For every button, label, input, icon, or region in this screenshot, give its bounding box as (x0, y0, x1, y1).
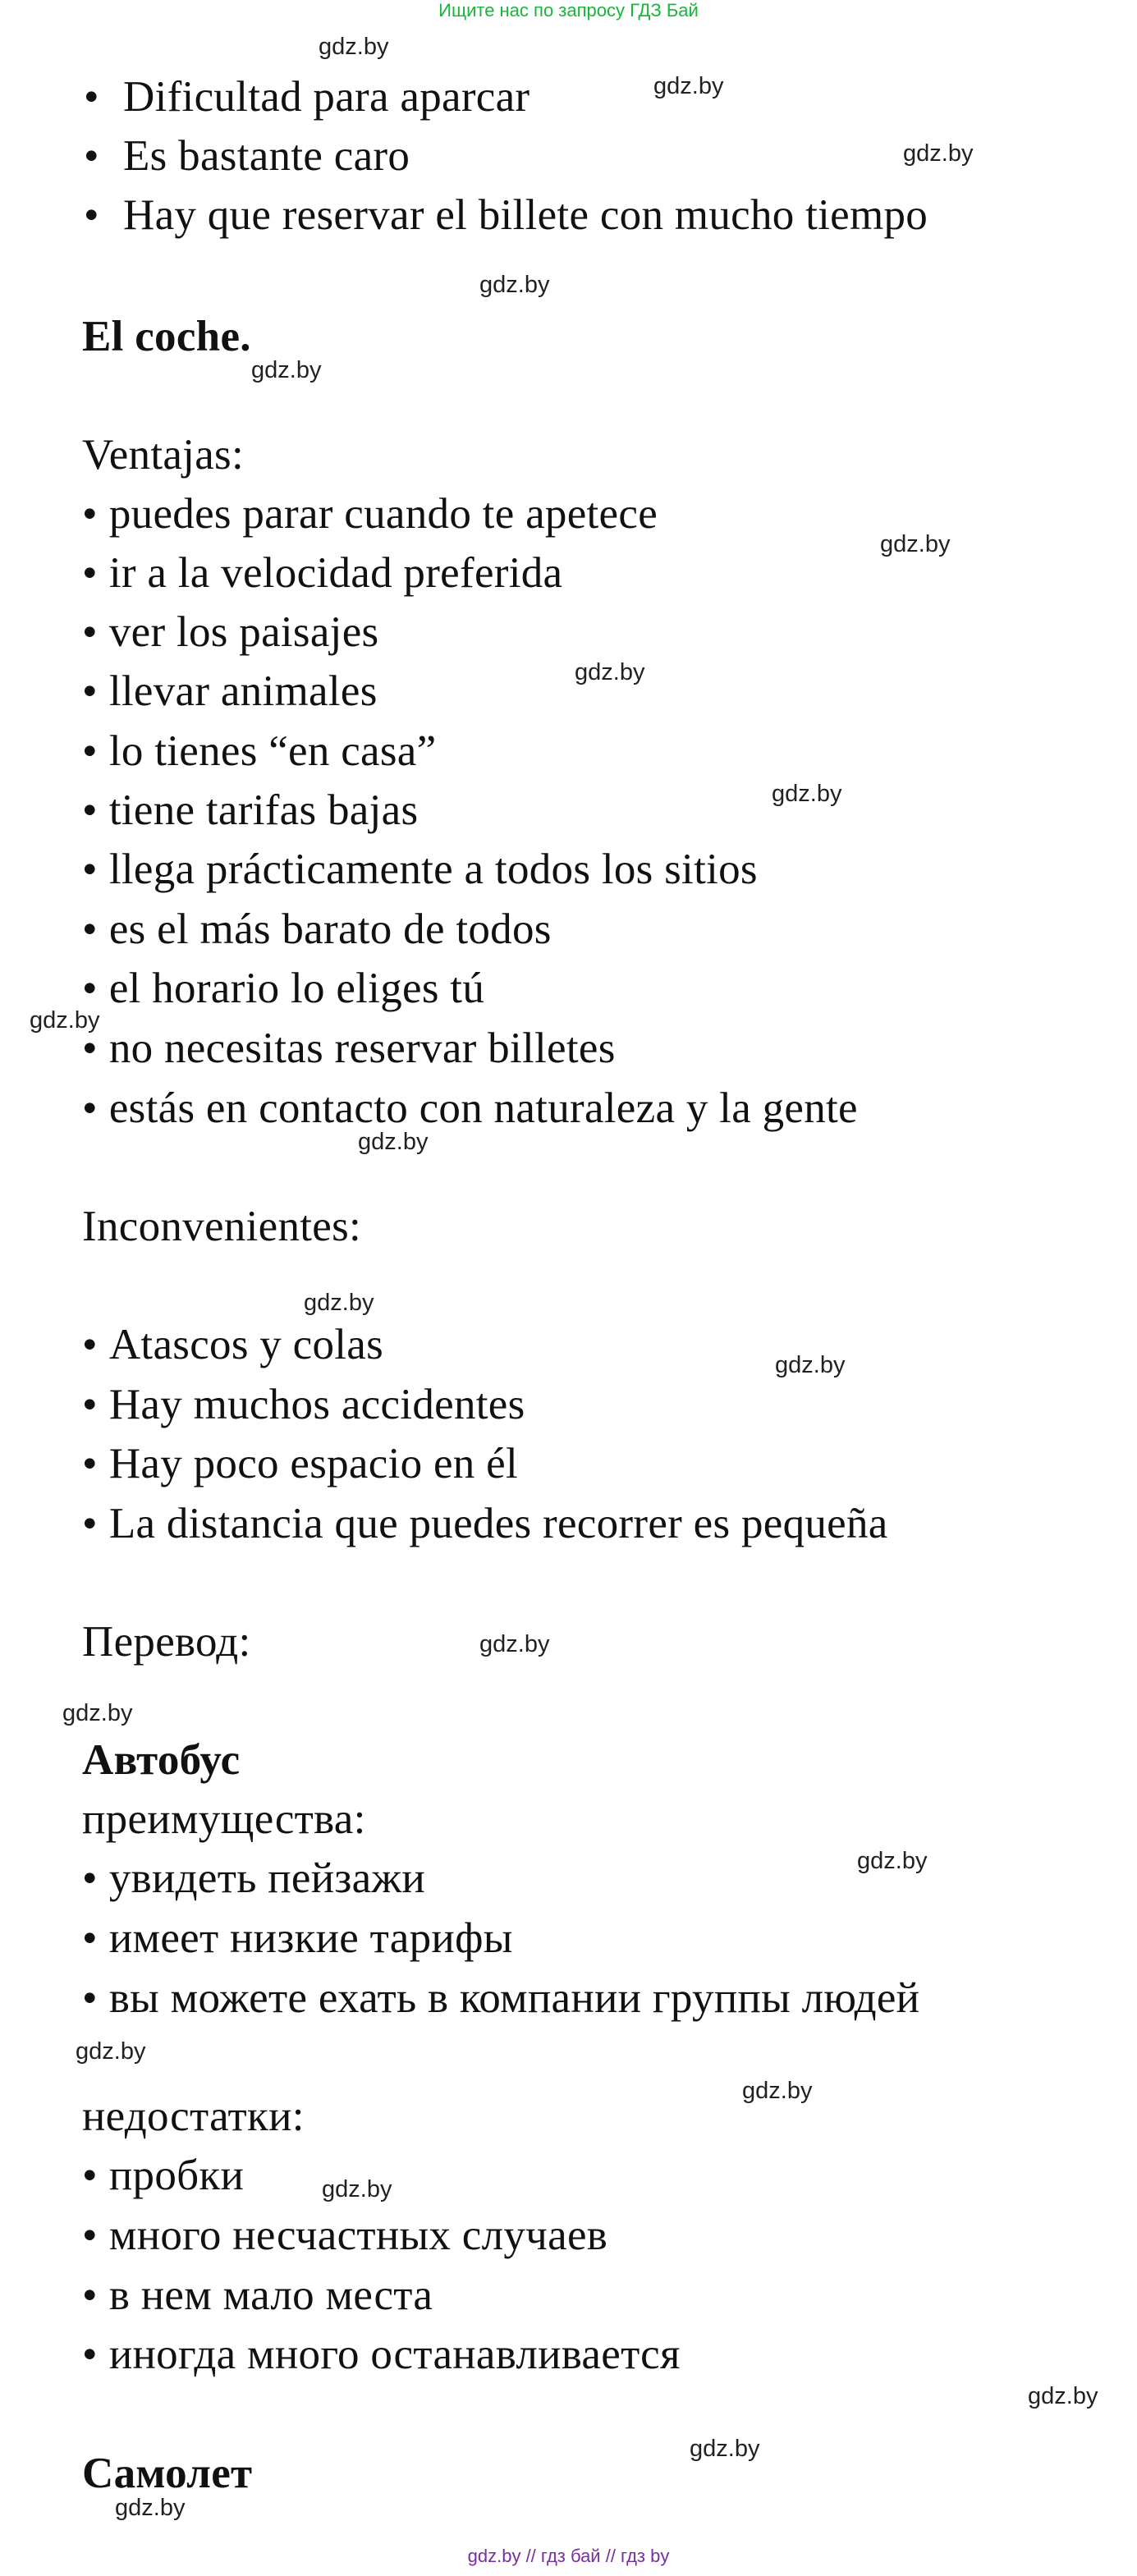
list-item (82, 1972, 919, 2024)
list-item-text: Hay poco espacio en él (108, 1440, 518, 1487)
list-item (82, 488, 658, 540)
bullet: • (82, 1500, 98, 1547)
bullet: • (82, 727, 98, 775)
watermark: gdz.by (358, 1129, 429, 1155)
bullet: • (82, 608, 98, 656)
list-item (82, 962, 484, 1015)
list-item (82, 665, 378, 717)
watermark: gdz.by (479, 272, 550, 298)
bullet: • (82, 965, 98, 1012)
list-item (82, 1022, 616, 1075)
section-title-bus: Автобус (82, 1736, 241, 1784)
list-item (82, 2269, 433, 2322)
watermark: gdz.by (304, 1290, 374, 1316)
bullet: • (82, 1974, 98, 2022)
section-title-car: El coche. (82, 313, 251, 360)
list-item-text: Atascos y colas (108, 1321, 384, 1368)
list-item-text: llega prácticamente a todos los sitios (108, 846, 758, 893)
list-item (84, 71, 530, 123)
bullet: • (84, 73, 99, 121)
watermark: gdz.by (857, 1848, 928, 1874)
footer-links[interactable]: gdz.by // гдз бай // гдз by (467, 2546, 670, 2566)
watermark: gdz.by (251, 357, 322, 383)
list-item-text: puedes parar cuando te apetece (108, 490, 658, 538)
list-item (82, 1378, 525, 1431)
disadvantages-label: недостатки: (82, 2092, 305, 2140)
watermark: gdz.by (1028, 2383, 1098, 2409)
advantages-label: преимущества: (82, 1795, 366, 1843)
list-item-text: ver los paisajes (108, 608, 379, 656)
list-item-text: вы можете ехать в компании группы людей (108, 1974, 920, 2022)
bullet: • (82, 905, 98, 953)
list-item (82, 1437, 518, 1490)
list-item-text: имеет низкие тарифы (108, 1914, 513, 1962)
bullet: • (82, 2212, 98, 2259)
list-item-text: иногда много останавливается (108, 2331, 681, 2378)
watermark: gdz.by (30, 1007, 100, 1034)
list-item (82, 606, 378, 658)
list-item-text: увидеть пейзажи (108, 1854, 426, 1902)
bullet: • (82, 1024, 98, 1072)
watermark: gdz.by (76, 2038, 146, 2065)
list-item (84, 130, 410, 182)
list-item-text: Dificultad para aparcar (123, 73, 530, 121)
list-item-text: Es bastante caro (123, 132, 410, 180)
list-item-text: Hay muchos accidentes (108, 1381, 525, 1428)
list-item-text: lo tienes “en casa” (108, 727, 437, 775)
list-item (82, 903, 552, 956)
watermark: gdz.by (775, 1352, 846, 1378)
list-item (82, 784, 418, 837)
list-item (82, 1497, 888, 1550)
advantages-label: Ventajas: (82, 431, 244, 479)
watermark: gdz.by (575, 659, 645, 685)
bullet: • (82, 667, 98, 715)
bullet: • (82, 2271, 98, 2319)
bullet: • (84, 191, 99, 239)
list-item-text: estás en contacto con naturaleza y la gente (108, 1084, 858, 1132)
bullet: • (82, 1381, 98, 1428)
list-item (82, 725, 436, 777)
search-banner[interactable]: Ищите нас по запросу ГДЗ Бай (438, 0, 699, 21)
list-item (82, 2149, 244, 2202)
bullet: • (82, 1914, 98, 1962)
bullet: • (84, 132, 99, 180)
translation-label: Перевод: (82, 1618, 251, 1666)
watermark: gdz.by (319, 34, 389, 60)
list-item-text: tiene tarifas bajas (108, 786, 419, 834)
bullet: • (82, 1854, 98, 1902)
list-item (82, 1912, 513, 1964)
bullet: • (82, 846, 98, 893)
list-item-text: La distancia que puedes recorrer es pequeña (108, 1500, 888, 1547)
list-item-text: в нем мало места (108, 2271, 433, 2319)
list-item-text: es el más barato de todos (108, 905, 552, 953)
bullet: • (82, 549, 98, 597)
list-item-text: no necesitas reservar billetes (108, 1024, 616, 1072)
watermark: gdz.by (742, 2078, 813, 2104)
list-item (82, 547, 562, 599)
list-item (82, 2209, 607, 2262)
bullet: • (82, 2152, 98, 2199)
list-item (82, 1318, 383, 1371)
list-item-text: много несчастных случаев (108, 2212, 608, 2259)
watermark: gdz.by (653, 73, 724, 99)
bullet: • (82, 2331, 98, 2378)
bullet: • (82, 490, 98, 538)
section-title-plane: Самолет (82, 2450, 253, 2497)
list-item (82, 2328, 681, 2381)
watermark: gdz.by (880, 531, 951, 557)
watermark: gdz.by (62, 1700, 133, 1726)
watermark: gdz.by (479, 1631, 550, 1657)
list-item (84, 189, 928, 241)
disadvantages-label: Inconvenientes: (82, 1203, 362, 1250)
watermark: gdz.by (115, 2495, 186, 2521)
watermark: gdz.by (772, 781, 842, 807)
list-item (82, 1852, 425, 1904)
watermark: gdz.by (690, 2436, 760, 2462)
bullet: • (82, 786, 98, 834)
list-item-text: el horario lo eliges tú (108, 965, 485, 1012)
list-item-text: пробки (108, 2152, 245, 2199)
list-item (82, 1082, 858, 1134)
list-item-text: llevar animales (108, 667, 378, 715)
list-item (82, 843, 758, 896)
watermark: gdz.by (322, 2176, 392, 2202)
list-item-text: ir a la velocidad preferida (108, 549, 563, 597)
bullet: • (82, 1084, 98, 1132)
watermark: gdz.by (903, 140, 974, 167)
bullet: • (82, 1321, 98, 1368)
bullet: • (82, 1440, 98, 1487)
list-item-text: Hay que reservar el billete con mucho tiempo (123, 191, 928, 239)
